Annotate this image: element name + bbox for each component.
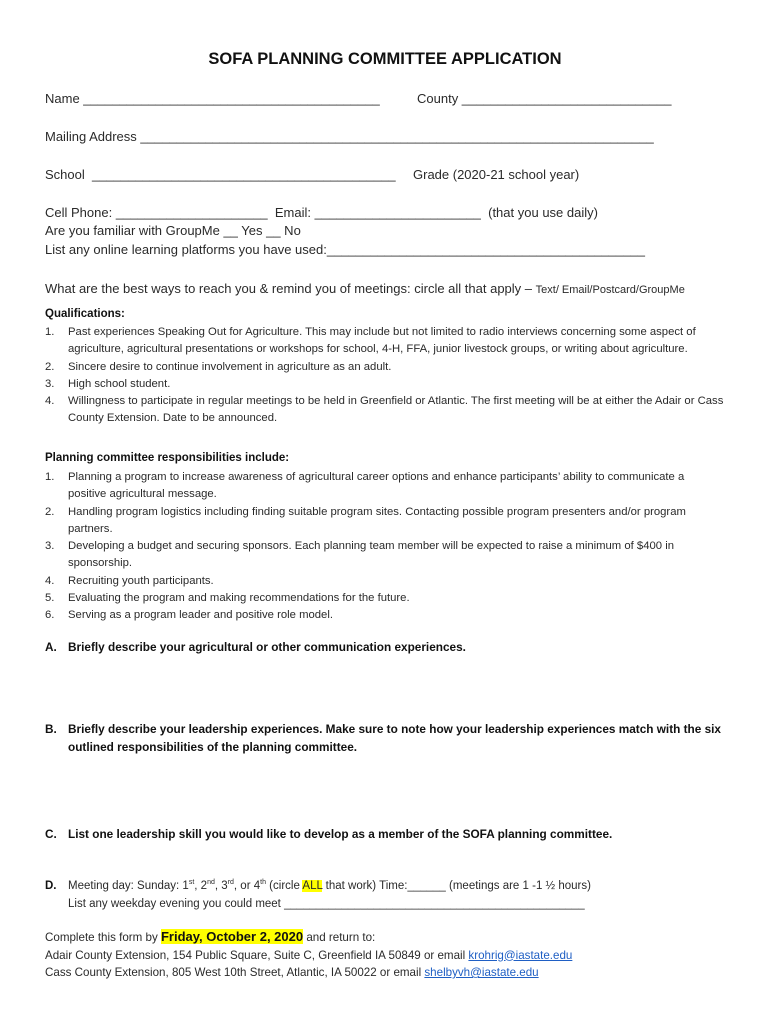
item-text: Developing a budget and securing sponsors. Each planning team member will be expected to raise a minimum of $400 in sponsorship. xyxy=(68,540,674,570)
item-text: Past experiences Speaking Out for Agriculture. This may include but not limited to radio interviews concerning some aspect of agriculture, agricultural presentations or workshops for school, 4-H, FFA, junior livestock groups, or writing about agriculture. xyxy=(68,326,696,356)
item-text: Willingness to participate in regular meetings to be held in Greenfield or Atlantic. The first meeting will be at either the Adair or Cass County Extension. Date to be announced. xyxy=(68,395,724,425)
item-number: 6. xyxy=(45,609,55,622)
item-text: Recruiting youth participants. xyxy=(68,574,214,587)
list-item xyxy=(45,324,725,359)
deadline-date: Friday, October 2, 2020 xyxy=(160,929,304,944)
item-number: 2. xyxy=(45,505,55,518)
cass-address: Cass County Extension, 805 West 10th Street, Atlantic, IA 50022 or email xyxy=(45,966,425,979)
deadline-line xyxy=(45,928,572,947)
question-label: D. xyxy=(45,880,57,892)
responsibilities-heading: Planning committee responsibilities include: xyxy=(45,452,290,464)
meeting-text: (circle xyxy=(265,880,303,892)
meeting-text: , 2 xyxy=(194,880,208,892)
meeting-text: , 3 xyxy=(214,880,228,892)
question-text: Briefly describe your agricultural or other communication experiences. xyxy=(68,640,466,654)
question-text: List one leadership skill you would like to develop as a member of the SOFA planning committee. xyxy=(68,827,613,841)
grade-label: Grade (2020-21 school year) xyxy=(413,167,580,182)
item-text: High school student. xyxy=(68,377,171,390)
item-number: 1. xyxy=(45,326,55,338)
item-number: 1. xyxy=(45,471,55,483)
question-a xyxy=(45,638,735,656)
name-field[interactable]: Name _________________________________________ xyxy=(45,91,380,106)
form-title: SOFA PLANNING COMMITTEE APPLICATION xyxy=(208,50,562,68)
deadline-text: Complete this form by xyxy=(45,931,161,944)
mailing-address-field[interactable]: Mailing Address _______________________________________________________________________ xyxy=(45,129,654,144)
item-number: 4. xyxy=(45,574,55,587)
list-item xyxy=(45,393,725,428)
adair-address: Adair County Extension, 154 Public Square, Suite C, Greenfield IA 50849 or email xyxy=(45,948,469,962)
meeting-text: that work) Time:______ (meetings are 1 -1 ½ hours) xyxy=(322,880,591,892)
meeting-text: Meeting day: Sunday: 1 xyxy=(68,880,189,892)
ordinal-suffix: th xyxy=(260,879,266,887)
groupme-question[interactable]: Are you familiar with GroupMe __ Yes __ No xyxy=(45,223,301,238)
item-text: Serving as a program leader and positive role model. xyxy=(68,609,333,622)
question-label: A. xyxy=(45,640,57,654)
item-number: 4. xyxy=(45,395,55,408)
question-c xyxy=(45,825,735,843)
cell-email-field[interactable]: Cell Phone: _____________________ Email: _______________________ (that you use daily) xyxy=(45,205,598,220)
cass-contact-line xyxy=(45,964,572,982)
ordinal-suffix: nd xyxy=(207,879,215,887)
list-item xyxy=(45,607,725,624)
question-label: B. xyxy=(45,722,57,736)
contact-preference-question: What are the best ways to reach you & remind you of meetings: circle all that apply – xyxy=(45,281,536,296)
list-item xyxy=(45,590,725,607)
item-number: 3. xyxy=(45,540,55,553)
meeting-day-line[interactable] xyxy=(45,877,735,895)
qualifications-list xyxy=(45,324,725,428)
weekday-evening-field[interactable]: List any weekday evening you could meet _______________________________________________ xyxy=(68,898,585,910)
list-item xyxy=(45,538,725,573)
qualifications-heading: Qualifications: xyxy=(45,308,125,320)
adair-contact-line xyxy=(45,947,572,965)
question-b xyxy=(45,720,735,756)
ordinal-suffix: rd xyxy=(227,879,234,887)
meeting-text: , or 4 xyxy=(233,880,261,892)
question-d xyxy=(45,877,735,913)
all-highlight: ALL xyxy=(302,880,323,892)
cass-email-link[interactable]: shelbyvh@iastate.edu xyxy=(424,966,539,979)
list-item xyxy=(45,504,725,539)
question-label: C. xyxy=(45,827,57,841)
responsibilities-list xyxy=(45,469,725,625)
ordinal-suffix: st xyxy=(188,879,195,887)
platforms-field[interactable]: List any online learning platforms you have used:____________________________________________ xyxy=(45,242,645,257)
list-item xyxy=(45,469,725,504)
deadline-text: and return to: xyxy=(303,931,376,944)
item-text: Handling program logistics including finding suitable program sites. Contacting possible program presenters and/or program partners. xyxy=(68,505,686,535)
list-item xyxy=(45,573,725,590)
question-text: Briefly describe your leadership experiences. Make sure to note how your leadership experiences match with the six outlined responsibilities of the planning committee. xyxy=(68,722,721,754)
item-number: 2. xyxy=(45,360,55,373)
item-number: 3. xyxy=(45,377,55,390)
adair-email-link[interactable]: krohrig@iastate.edu xyxy=(468,948,573,962)
list-item xyxy=(45,359,725,376)
contact-preference-options[interactable]: Text/ Email/Postcard/GroupMe xyxy=(535,284,685,296)
item-number: 5. xyxy=(45,592,55,605)
county-field[interactable]: County _____________________________ xyxy=(417,91,672,106)
item-text: Sincere desire to continue involvement in agriculture as an adult. xyxy=(68,360,392,373)
school-field[interactable]: School __________________________________________ xyxy=(45,167,396,182)
list-item xyxy=(45,376,725,393)
footer xyxy=(45,928,572,982)
item-text: Planning a program to increase awareness of agricultural career options and enhance participants’ ability to communicate a positive agricultural message. xyxy=(68,471,685,501)
contact-preference-line xyxy=(45,281,685,296)
item-text: Evaluating the program and making recommendations for the future. xyxy=(68,592,410,605)
